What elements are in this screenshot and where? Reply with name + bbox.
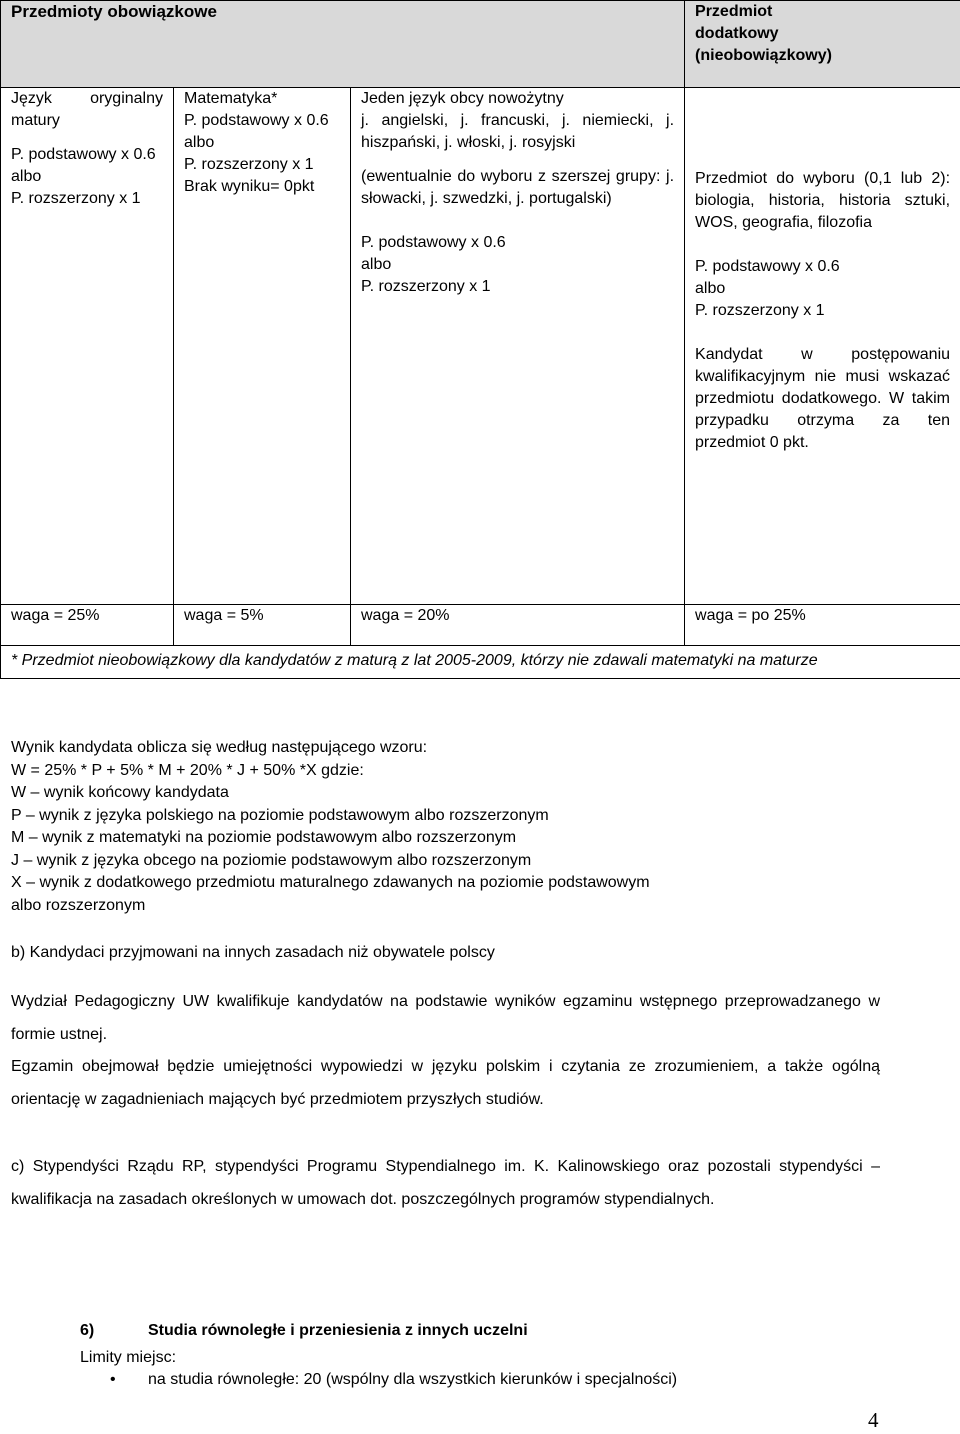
cell-foreign-language: Jeden język obcy nowożytny j. angielski, j. francuski, j. niemiecki, j. hiszpański, j. włoski, j. rosyjski (ewentualnie do wyboru z szerszej grupy: j. słowacki, j. szwedzki, j. portugalski) P. podstawowy x 0.6 albo P. rozszerzony x 1 (351, 88, 685, 605)
formula-line: X – wynik z dodatkowego przedmiotu maturalnego zdawanych na poziomie podstawowym albo rozszerzonym (11, 874, 650, 914)
bullet-icon: • (110, 1371, 116, 1388)
formula-block (11, 737, 891, 917)
section-b: b) Kandydaci przyjmowani na innych zasadach niż obywatele polscy (11, 944, 495, 961)
header-mandatory: Przedmioty obowiązkowe (1, 1, 685, 88)
list-item: • na studia równoległe: 20 (wspólny dla wszystkich kierunków i specjalności) (0, 1369, 677, 1391)
header-additional: Przedmiot dodatkowy (nieobowiązkowy) (685, 1, 960, 88)
weight-additional: waga = po 25% (685, 605, 960, 646)
formula-intro: Wynik kandydata oblicza się według następującego wzoru: (11, 739, 428, 756)
formula-equation: W = 25% * P + 5% * M + 20% * J + 50% *X gdzie: (11, 761, 364, 779)
weight-original-language: waga = 25% (1, 605, 174, 646)
formula-line: W – wynik końcowy kandydata (11, 784, 229, 801)
section-6-title: 6) Studia równoległe i przeniesienia z innych uczelni (80, 1322, 528, 1339)
footnote-mathematics: * Przedmiot nieobowiązkowy dla kandydatów z maturą z lat 2005-2009, którzy nie zdawali matematyki na maturze (1, 646, 960, 679)
limits-label: Limity miejsc: (80, 1349, 177, 1366)
admission-table (0, 0, 960, 679)
cell-additional-subject: Przedmiot do wyboru (0,1 lub 2): biologia, historia, historia sztuki, WOS, geografia, filozofia P. podstawowy x 0.6 albo P. rozszerzony x 1 Kandydat w postępowaniu kwalifikacyjnym nie musi wskazać przedmiotu dodatkowego. W takim przypadku otrzyma za ten przedmiot 0 pkt. (685, 88, 960, 605)
cell-original-language: Język oryginalny matury P. podstawowy x 0.6 albo P. rozszerzony x 1 (1, 88, 174, 605)
formula-line: P – wynik z języka polskiego na poziomie podstawowym albo rozszerzonym (11, 806, 549, 824)
weight-mathematics: waga = 5% (174, 605, 351, 646)
formula-line: J – wynik z języka obcego na poziomie podstawowym albo rozszerzonym (11, 851, 532, 869)
section-c: c) Stypendyści Rządu RP, stypendyści Programu Stypendialnego im. K. Kalinowskiego oraz pozostali stypendyści – kwalifikacja na zasadach określonych w umowach dot. poszczególnych programów stypendialnych. (11, 1158, 880, 1208)
formula-line: M – wynik z matematyki na poziomie podstawowym albo rozszerzonym (11, 829, 517, 846)
page-number: 4 (868, 1408, 879, 1432)
cell-mathematics: Matematyka* P. podstawowy x 0.6 albo P. rozszerzony x 1 Brak wyniku= 0pkt (174, 88, 351, 605)
exam-paragraph: Egzamin obejmował będzie umiejętności wypowiedzi w języku polskim i czytania ze zrozumieniem, a także ogólną orientację w zagadnieniach mających być przedmiotem przyszłych studiów. (11, 1058, 880, 1108)
wp-paragraph: Wydział Pedagogiczny UW kwalifikuje kandydatów na podstawie wyników egzaminu wstępnego przeprowadzanego w formie ustnej. (11, 993, 880, 1043)
weight-foreign-language: waga = 20% (351, 605, 685, 646)
section-6 (80, 1320, 677, 1391)
